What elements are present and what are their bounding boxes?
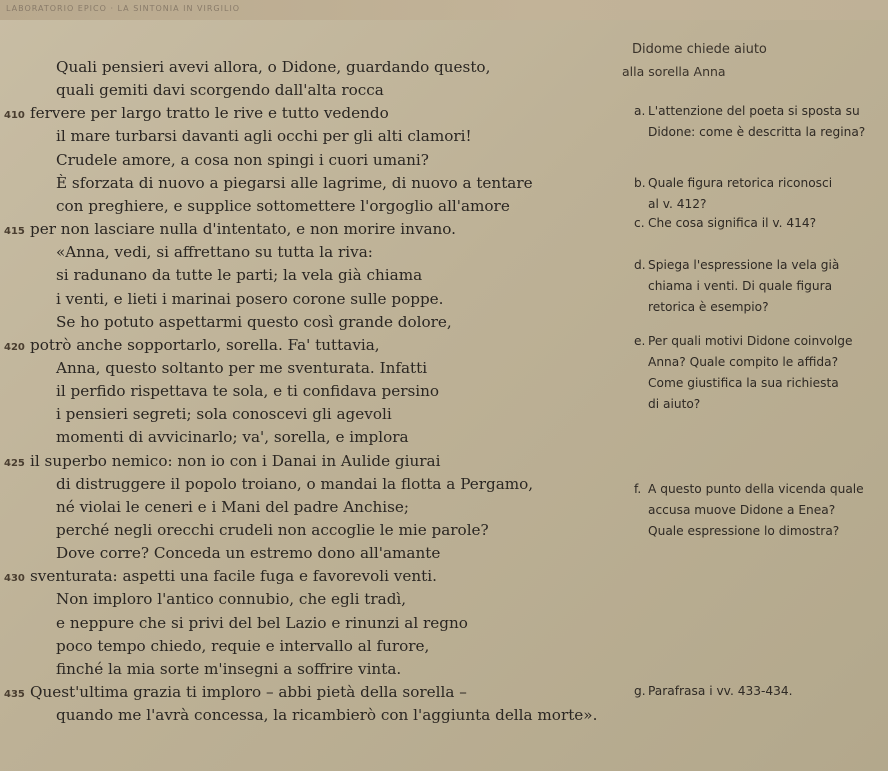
- poem-line: [30, 151, 429, 169]
- question-line: [634, 501, 835, 520]
- poem-line: [30, 266, 422, 284]
- question-label: g.: [634, 684, 646, 698]
- verse-text: il perfido rispettava te sola, e ti confidava persino: [56, 382, 440, 401]
- poem-line: [4, 220, 456, 241]
- question-text: Spiega l'espressione la vela già: [648, 258, 840, 272]
- poem-line: [30, 498, 409, 516]
- header-text: LABORATORIO EPICO · LA SINTONIA IN VIRGILIO: [6, 4, 241, 13]
- poem-line: [30, 174, 533, 192]
- verse-text: Quest'ultima grazia ti imploro – abbi pietà della sorella –: [30, 683, 467, 702]
- question-line: [634, 102, 860, 121]
- poem-line: [4, 336, 380, 357]
- poem-line: [30, 475, 533, 493]
- verse-text: È sforzata di nuovo a piegarsi alle lagrime, di nuovo a tentare: [56, 173, 533, 192]
- question-label: a.: [634, 104, 646, 118]
- verse-text: momenti di avvicinarlo; va', sorella, e implora: [56, 428, 409, 447]
- poem-line: [4, 104, 389, 125]
- verse-text: finché la mia sorte m'insegni a soffrire vinta.: [56, 659, 402, 678]
- poem-line: [30, 290, 444, 308]
- poem-line: [30, 428, 409, 446]
- verse-text: quali gemiti davi scorgendo dall'alta rocca: [56, 81, 384, 100]
- question-line: [634, 123, 865, 142]
- question-text: A questo punto della vicenda quale: [648, 482, 864, 496]
- poem-line: [30, 637, 429, 655]
- verse-text: fervere per largo tratto le rive e tutto vedendo: [30, 104, 389, 123]
- verse-number: 415: [4, 226, 25, 238]
- page-header: [0, 0, 888, 20]
- verse-number: 435: [4, 689, 25, 701]
- verse-text: Se ho potuto aspettarmi questo così grande dolore,: [56, 312, 452, 331]
- poem-line: [30, 313, 452, 331]
- verse-number: 410: [4, 110, 25, 122]
- poem-line: [4, 567, 437, 588]
- verse-text: sventurata: aspetti una facile fuga e favorevoli venti.: [30, 567, 437, 586]
- question-line: [634, 480, 864, 499]
- verse-text: i venti, e lieti i marinai posero corone sulle poppe.: [56, 289, 444, 308]
- verse-text: Crudele amore, a cosa non spingi i cuori umani?: [56, 150, 429, 169]
- poem-line: [30, 243, 373, 261]
- verse-text: poco tempo chiedo, requie e intervallo al furore,: [56, 636, 430, 655]
- question-text: Didone: come è descritta la regina?: [648, 125, 866, 139]
- verse-text: e neppure che si privi del bel Lazio e rinunzi al regno: [56, 613, 468, 632]
- question-text: Anna? Quale compito le affida?: [648, 355, 839, 369]
- poem-line: [30, 614, 468, 632]
- poem-line: [30, 544, 440, 562]
- question-line: [634, 277, 832, 296]
- verse-text: Dove corre? Conceda un estremo dono all'amante: [56, 544, 441, 563]
- question-text: Che cosa significa il v. 414?: [648, 216, 817, 230]
- question-line: [634, 256, 839, 275]
- verse-text: il superbo nemico: non io con i Danai in Aulide giurai: [30, 451, 441, 470]
- question-label: f.: [634, 482, 642, 496]
- question-line: [634, 195, 706, 214]
- poem-line: [4, 683, 467, 704]
- question-line: [634, 174, 832, 193]
- question-line: [634, 374, 839, 393]
- verse-text: il mare turbarsi davanti agli occhi per gli alti clamori!: [56, 127, 472, 146]
- question-label: e.: [634, 334, 646, 348]
- question-line: [634, 353, 838, 372]
- poem-line: [30, 359, 427, 377]
- question-line: [634, 395, 700, 414]
- question-text: accusa muove Didone a Enea?: [648, 503, 836, 517]
- question-label: c.: [634, 216, 645, 230]
- poem-line: [30, 660, 401, 678]
- question-text: di aiuto?: [648, 397, 701, 411]
- question-text: Come giustifica la sua richiesta: [648, 376, 839, 390]
- question-text: Parafrasa i vv. 433-434.: [648, 684, 793, 698]
- verse-number: 425: [4, 457, 25, 469]
- question-text: Quale figura retorica riconosci: [648, 176, 833, 190]
- question-text: chiama i venti. Di quale figura: [648, 279, 833, 293]
- verse-text: quando me l'avrà concessa, la ricambierò con l'aggiunta della morte».: [56, 706, 598, 725]
- poem-line: [30, 127, 472, 145]
- question-line: [634, 682, 793, 701]
- verse-number: 420: [4, 341, 25, 353]
- question-line: [634, 214, 816, 233]
- question-line: [634, 298, 769, 317]
- verse-text: per non lasciare nulla d'intentato, e non morire invano.: [30, 220, 457, 239]
- verse-text: né violai le ceneri e i Mani del padre Anchise;: [56, 497, 409, 516]
- question-text: Quale espressione lo dimostra?: [648, 524, 840, 538]
- poem-line: [30, 81, 384, 99]
- verse-text: «Anna, vedi, si affrettano su tutta la riva:: [56, 243, 373, 262]
- question-text: retorica è esempio?: [648, 300, 769, 314]
- poem-line: [30, 590, 406, 608]
- verse-text: con preghiere, e supplice sottomettere l'orgoglio all'amore: [56, 196, 510, 215]
- poem-line: [30, 405, 392, 423]
- verse-text: di distruggere il popolo troiano, o mandai la flotta a Pergamo,: [56, 474, 534, 493]
- questions-title: Didome chiede aiuto: [632, 42, 767, 57]
- question-label: d.: [634, 258, 646, 272]
- question-line: [634, 332, 852, 351]
- poem-line: [30, 706, 597, 724]
- verse-text: i pensieri segreti; sola conoscevi gli agevoli: [56, 405, 392, 424]
- poem-line: [4, 452, 440, 473]
- verse-text: Quali pensieri avevi allora, o Didone, guardando questo,: [56, 58, 491, 76]
- verse-text: perché negli orecchi crudeli non accoglie le mie parole?: [56, 521, 489, 539]
- verse-text: Non imploro l'antico connubio, che egli tradì,: [56, 590, 407, 609]
- poem-line: [30, 58, 490, 76]
- question-text: Per quali motivi Didone coinvolge: [648, 334, 853, 348]
- verse-text: Anna, questo soltanto per me sventurata. Infatti: [56, 358, 428, 377]
- verse-number: 430: [4, 573, 25, 585]
- question-label: b.: [634, 176, 646, 190]
- question-line: [634, 522, 839, 541]
- poem-line: [30, 197, 510, 215]
- verse-text: potrò anche sopportarlo, sorella. Fa' tuttavia,: [30, 335, 380, 354]
- poem-line: [30, 382, 439, 400]
- questions-subtitle: alla sorella Anna: [622, 64, 726, 79]
- question-text: L'attenzione del poeta si sposta su: [648, 104, 860, 118]
- question-text: al v. 412?: [648, 197, 707, 211]
- verse-text: si radunano da tutte le parti; la vela già chiama: [56, 266, 423, 285]
- poem-line: [30, 521, 489, 539]
